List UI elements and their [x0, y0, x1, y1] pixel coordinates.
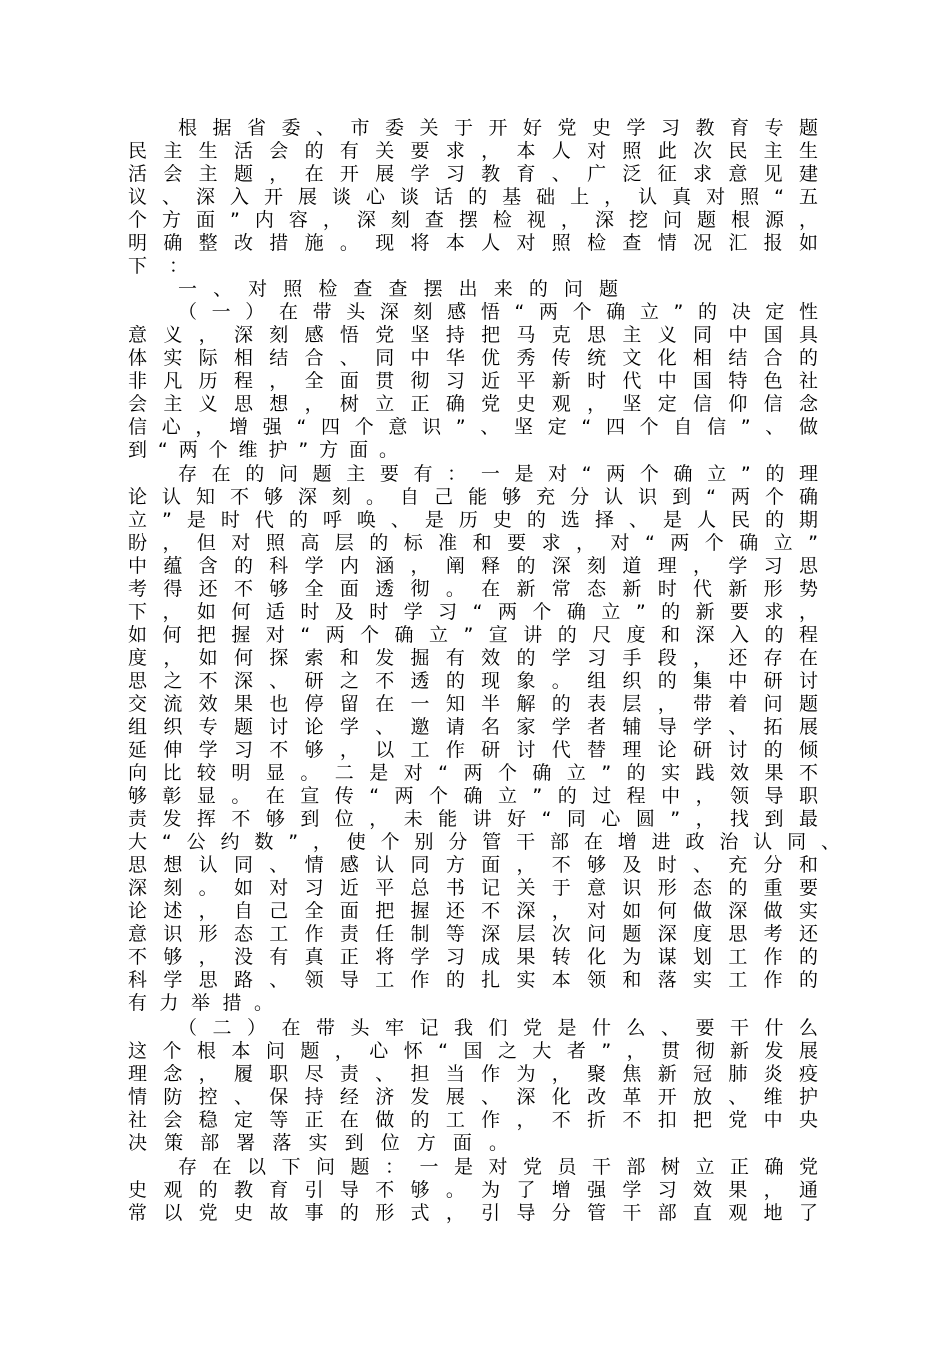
text-line: 意识形态工作责任制等深层次问题深度思考还	[128, 923, 818, 945]
text-line: 盼，但对照高层的标准和要求，对“两个确立”	[128, 532, 818, 554]
text-line: 体实际相结合、同中华优秀传统文化相结合的	[128, 347, 818, 369]
text-line: 责发挥不够到位，未能讲好“同心圆”，找到最	[128, 808, 818, 830]
text-line: 史观的教育引导不够。为了增强学习效果，通	[128, 1179, 818, 1201]
text-line: 科学思路、领导工作的扎实本领和落实工作的	[128, 969, 818, 991]
text-line: 这个根本问题，心怀“国之大者”，贯彻新发展	[128, 1040, 818, 1062]
text-line: 信心，增强“四个意识”、坚定“四个自信”、做	[128, 416, 818, 438]
text-line: 下：	[128, 255, 188, 277]
text-line: 社会稳定等正在做的工作，不折不扣把党中央	[128, 1109, 818, 1131]
text-line: 根据省委、市委关于开好党史学习教育专题	[178, 117, 818, 139]
text-line: 民主生活会的有关要求，本人对照此次民主生	[128, 140, 818, 162]
text-line: 够彰显。在宣传“两个确立”的过程中，领导职	[128, 785, 818, 807]
text-line: 思想认同、情感认同方面，不够及时、充分和	[128, 854, 818, 876]
text-line: 深刻。如对习近平总书记关于意识形态的重要	[128, 877, 818, 899]
section-heading: 一、对照检查查摆出来的问题	[178, 278, 618, 300]
text-line: 如何把握对“两个确立”宣讲的尺度和深入的程	[128, 624, 818, 646]
text-line: 不够，没有真正将学习成果转化为谋划工作的	[128, 946, 818, 968]
text-line: 考得还不够全面透彻。在新常态新时代新形势	[128, 578, 818, 600]
text-line: 度，如何探索和发掘有效的学习手段，还存在	[128, 647, 818, 669]
text-line: 组织专题讨论学、邀请名家学者辅导学、拓展	[128, 716, 818, 738]
text-line: 存在的问题主要有：一是对“两个确立”的理	[178, 463, 818, 485]
text-line: 大“公约数”，使个别分管干部在增进政治认同、	[128, 831, 840, 853]
text-line: 有力举措。	[128, 992, 273, 1014]
text-line: 会主义思想，树立正确党史观，坚定信仰信念	[128, 393, 818, 415]
text-line: 向比较明显。二是对“两个确立”的实践效果不	[128, 762, 818, 784]
text-line: 到“两个维护”方面。	[128, 439, 398, 461]
text-line: 思之不深、研之不透的现象。组织的集中研讨	[128, 670, 818, 692]
text-line: 下，如何适时及时学习“两个确立”的新要求，	[128, 601, 818, 623]
text-line: 非凡历程，全面贯彻习近平新时代中国特色社	[128, 370, 818, 392]
text-line: 延伸学习不够，以工作研讨代替理论研讨的倾	[128, 739, 818, 761]
text-line: 个方面”内容，深刻查摆检视，深挖问题根源，	[128, 209, 818, 231]
text-line: 常以党史故事的形式，引导分管干部直观地了	[128, 1202, 818, 1224]
text-line: 意义，深刻感悟党坚持把马克思主义同中国具	[128, 324, 818, 346]
subsection-heading: （一）在带头深刻感悟“两个确立”的决定性	[178, 301, 818, 323]
text-line: 活会主题，在开展学习教育、广泛征求意见建	[128, 163, 818, 185]
text-line: 论认知不够深刻。自己能够充分认识到“两个确	[128, 486, 818, 508]
text-line: 情防控、保持经济发展、深化改革开放、维护	[128, 1086, 818, 1108]
text-line: 议、深入开展谈心谈话的基础上，认真对照“五	[128, 186, 818, 208]
text-line: 论述，自己全面把握还不深，对如何做深做实	[128, 900, 818, 922]
subsection-heading: （二）在带头牢记我们党是什么、要干什么	[178, 1017, 818, 1039]
text-line: 交流效果也停留在一知半解的表层，带着问题	[128, 693, 818, 715]
text-line: 决策部署落实到位方面。	[128, 1132, 508, 1154]
text-line: 立”是时代的呼唤、是历史的选择、是人民的期	[128, 509, 818, 531]
text-line: 中蕴含的科学内涵，阐释的深刻道理，学习思	[128, 555, 818, 577]
text-line: 存在以下问题：一是对党员干部树立正确党	[178, 1156, 818, 1178]
text-line: 明确整改措施。现将本人对照检查情况汇报如	[128, 232, 818, 254]
text-line: 理念，履职尽责、担当作为，聚焦新冠肺炎疫	[128, 1063, 818, 1085]
